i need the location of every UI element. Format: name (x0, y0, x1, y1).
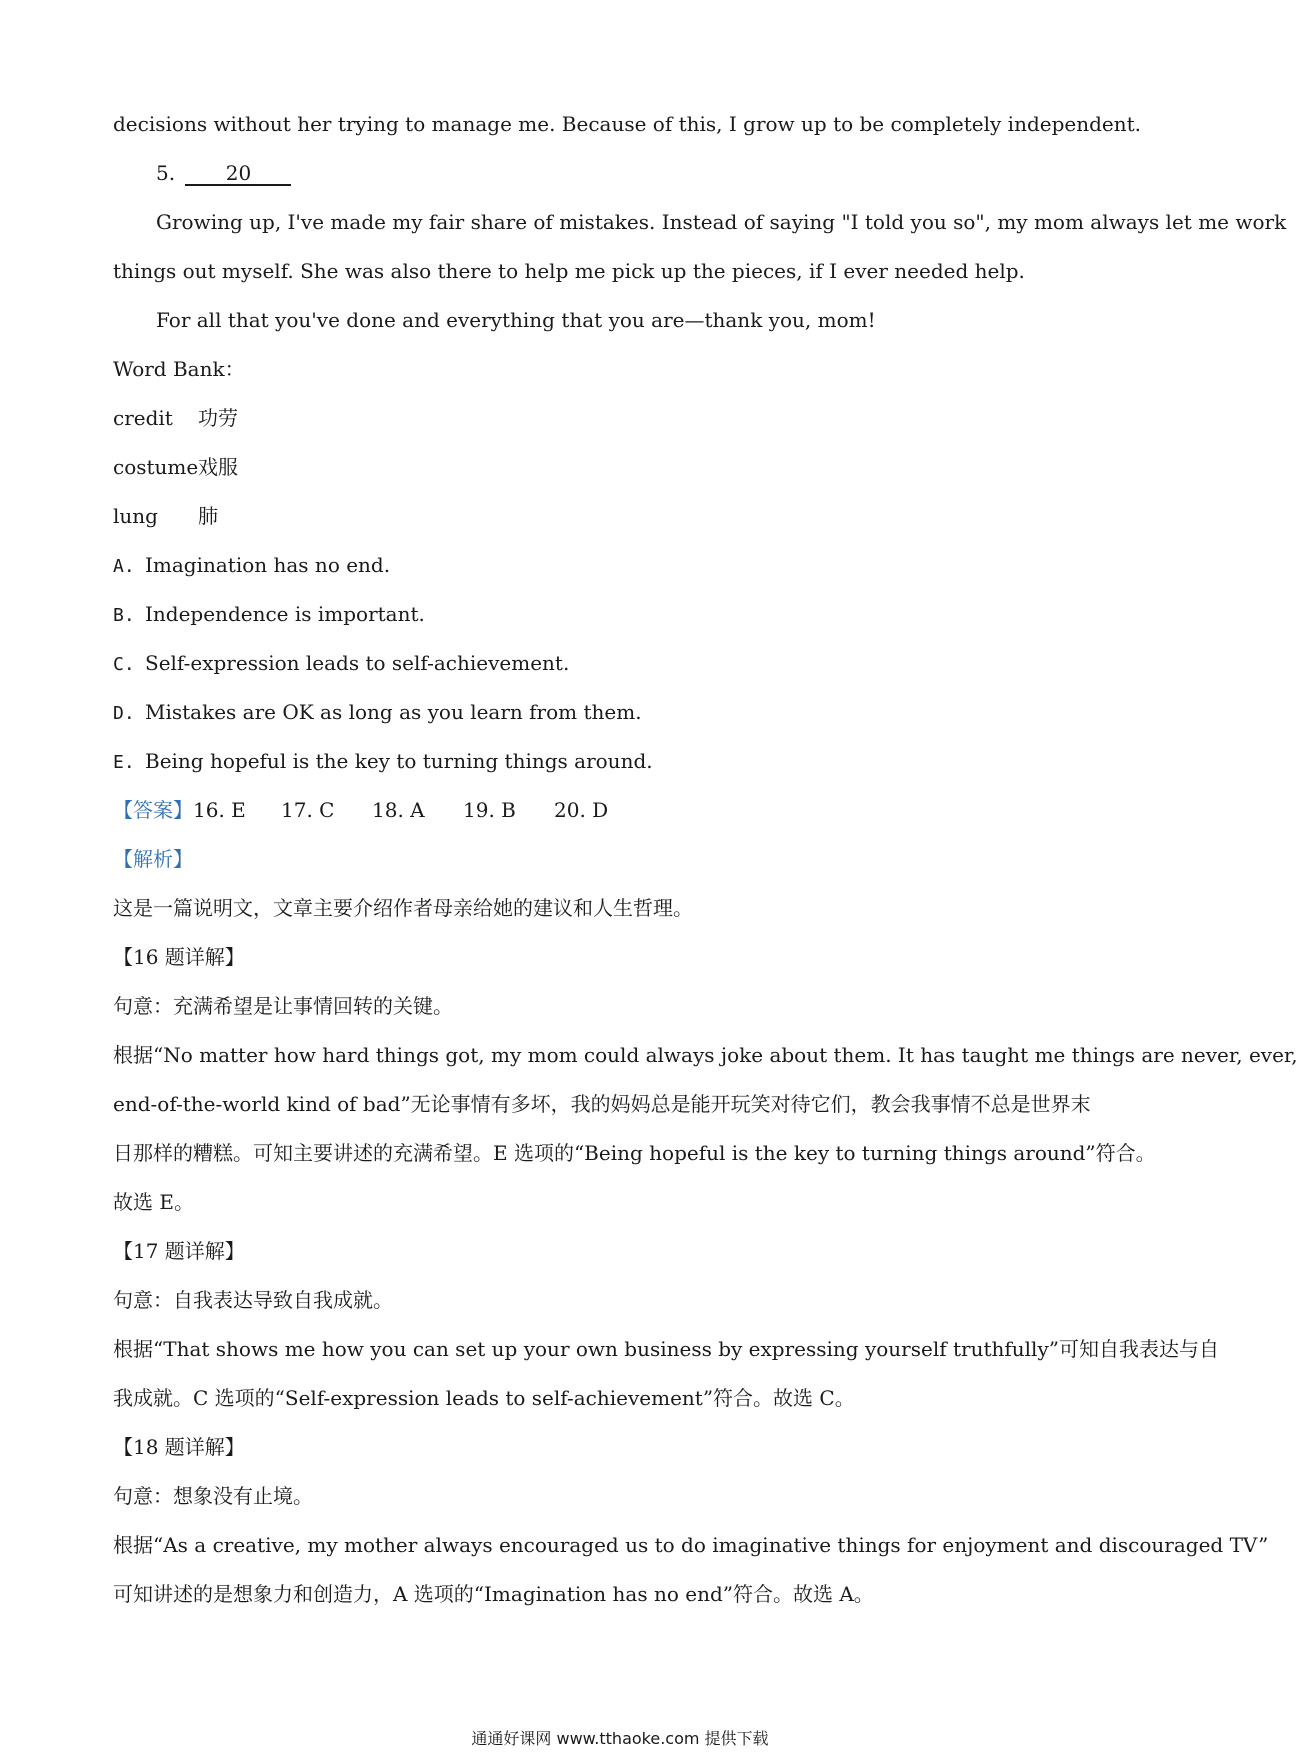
word-bank-term: lung (113, 504, 158, 528)
option-letter: B. (113, 605, 135, 626)
q18-line: 根据“As a creative, my mother always encouraged us to do imaginative things for enjoyment and discouraged TV” (113, 1533, 1269, 1557)
q18-meaning: 句意：想象没有止境。 (113, 1484, 313, 1508)
word-bank-item (113, 492, 1133, 541)
q16-line: 日那样的糟糕。可知主要讲述的充满希望。E 选项的“Being hopeful is the key to turning things around”符合。 (113, 1141, 1156, 1165)
q16-meaning: 句意：充满希望是让事情回转的关键。 (113, 994, 453, 1018)
q17-line: 根据“That shows me how you can set up your own business by expressing yourself truthfully”可知自我表达与自 (113, 1337, 1219, 1361)
q18-line: 可知讲述的是想象力和创造力，A 选项的“Imagination has no end”符合。故选 A。 (113, 1582, 874, 1606)
item-5-number: 5. (156, 161, 176, 185)
word-bank-term: credit (113, 406, 173, 430)
option-c (113, 639, 1133, 688)
option-letter: C. (113, 654, 135, 675)
item-5 (113, 149, 1133, 198)
item-5-blank: 20 (185, 162, 291, 186)
option-text: Imagination has no end. (145, 553, 391, 577)
passage-line: Growing up, I've made my fair share of mistakes. Instead of saying "I told you so", my mom always let me work (156, 210, 1287, 234)
option-text: Independence is important. (145, 602, 425, 626)
word-bank-item (113, 443, 1133, 492)
passage-line: things out myself. She was also there to help me pick up the pieces, if I ever needed help. (113, 259, 1025, 283)
option-letter: A. (113, 556, 135, 577)
option-d (113, 688, 1133, 737)
option-text: Mistakes are OK as long as you learn from them. (145, 700, 642, 724)
option-a (113, 541, 1133, 590)
answer-item: 16. E (193, 798, 246, 822)
word-bank-heading: Word Bank： (113, 357, 245, 381)
analysis-label: 【解析】 (113, 847, 193, 871)
option-letter: E. (113, 752, 135, 773)
word-bank-meaning: 肺 (198, 504, 218, 528)
q16-line: 根据“No matter how hard things got, my mom could always joke about them. It has taught me things are never, ever, (113, 1043, 1298, 1067)
passage-line: decisions without her trying to manage me. Because of this, I grow up to be completely independent. (113, 112, 1142, 136)
option-letter: D. (113, 703, 135, 724)
q16-line: end-of-the-world kind of bad”无论事情有多坏，我的妈妈总是能开玩笑对待它们，教会我事情不总是世界末 (113, 1092, 1091, 1116)
analysis-summary: 这是一篇说明文，文章主要介绍作者母亲给她的建议和人生哲理。 (113, 896, 693, 920)
option-b (113, 590, 1133, 639)
option-e (113, 737, 1133, 786)
q17-heading: 【17 题详解】 (113, 1239, 245, 1263)
word-bank-meaning: 戏服 (198, 455, 238, 479)
option-text: Self-expression leads to self-achievement. (145, 651, 570, 675)
q16-line: 故选 E。 (113, 1190, 194, 1214)
answer-item: 20. D (554, 798, 609, 822)
document-content (113, 100, 1298, 1619)
answer-item: 19. B (463, 798, 516, 822)
passage-line: For all that you've done and everything that you are—thank you, mom! (156, 308, 876, 332)
q17-line: 我成就。C 选项的“Self-expression leads to self-achievement”符合。故选 C。 (113, 1386, 855, 1410)
answer-item: 18. A (372, 798, 425, 822)
page-footer: 通通好课网 www.tthaoke.com 提供下载 (471, 1729, 769, 1748)
answer-line (113, 786, 1133, 835)
q17-meaning: 句意：自我表达导致自我成就。 (113, 1288, 393, 1312)
word-bank-term: costume (113, 455, 199, 479)
answer-label: 【答案】 (113, 798, 193, 822)
word-bank-meaning: 功劳 (198, 406, 238, 430)
q18-heading: 【18 题详解】 (113, 1435, 245, 1459)
option-text: Being hopeful is the key to turning things around. (145, 749, 653, 773)
word-bank-item (113, 394, 1133, 443)
q16-heading: 【16 题详解】 (113, 945, 245, 969)
answer-item: 17. C (281, 798, 335, 822)
